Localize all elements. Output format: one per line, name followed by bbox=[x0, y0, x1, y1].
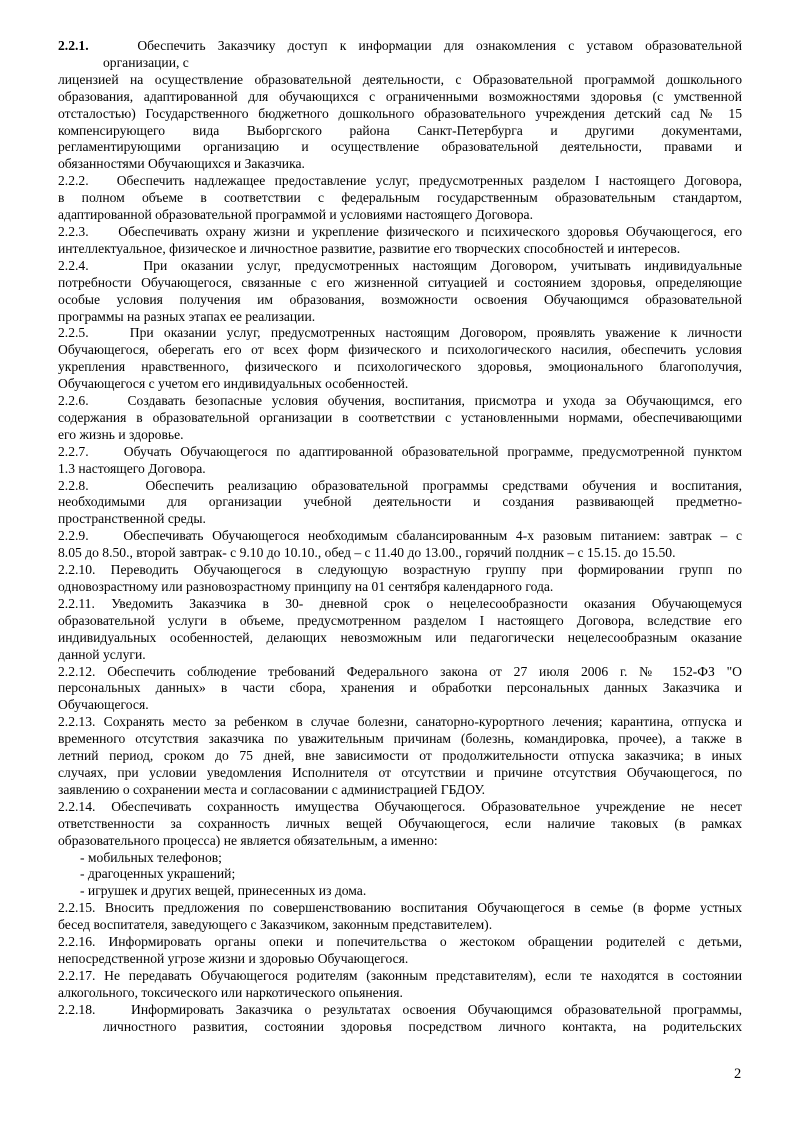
clause-text: Информировать Заказчика о результатах освоения Обучающимся образовательной программы, bbox=[131, 1001, 742, 1017]
clause-2-2-3 bbox=[58, 224, 742, 258]
list-item: - мобильных телефонов; bbox=[80, 849, 222, 865]
clause-text: Обеспечить Заказчику доступ к информации для ознакомления с уставом образовательной bbox=[137, 38, 742, 53]
clause-text: Уведомить Заказчика в 30- дневной срок о нецелесообразности оказания Обучающемуся bbox=[111, 595, 742, 611]
clause-number: 2.2.9. bbox=[58, 528, 89, 544]
clause-2-2-17 bbox=[58, 968, 742, 1002]
clause-text: Вносить предложения по совершенствованию воспитания Обучающегося в семье (в форме устных bbox=[105, 900, 742, 916]
clause-text: ответственности за сохранность личных вещей Обучающегося, если наличие таковых (в рамках bbox=[58, 815, 742, 831]
clause-text: Информировать органы опеки и попечительства о жестоком обращении родителей с детьми, bbox=[108, 934, 742, 950]
clause-2-2-1 bbox=[58, 38, 742, 173]
clause-number: 2.2.8. bbox=[58, 477, 89, 493]
clause-2-2-11 bbox=[58, 596, 742, 664]
clause-number: 2.2.3. bbox=[58, 223, 89, 239]
clause-text: Обучающегося с учетом его индивидуальных особенностей. bbox=[58, 376, 409, 392]
clause-text: одновозрастному или разновозрастному принципу на 01 сентября календарного года. bbox=[58, 579, 554, 594]
clause-text: образовательной услуги в объеме, предусмотренном разделом I настоящего Договора, вследствие его bbox=[58, 612, 742, 628]
clause-2-2-9 bbox=[58, 528, 742, 562]
clause-text: При оказании услуг, предусмотренных настоящим Договором, учитывать индивидуальные bbox=[143, 257, 742, 273]
clause-number: 2.2.10. bbox=[58, 562, 96, 578]
clause-text: организации, с bbox=[103, 54, 189, 70]
clause-2-2-8 bbox=[58, 478, 742, 529]
clause-number: 2.2.14. bbox=[58, 798, 96, 814]
clause-text: его жизнь и здоровье. bbox=[58, 426, 184, 442]
clause-text: 8.05 до 8.50., второй завтрак- с 9.10 до 10.10., обед – с 11.40 до 13.00., горячий полдник – с 15.15. до 15.50. bbox=[58, 545, 676, 561]
clause-number: 2.2.15. bbox=[58, 900, 96, 916]
clause-2-2-5 bbox=[58, 325, 742, 393]
clause-number: 2.2.7. bbox=[58, 443, 89, 459]
clause-2-2-13 bbox=[58, 714, 742, 799]
clause-text: Обеспечить надлежащее предоставление услуг, предусмотренных разделом I настоящего Договора, bbox=[116, 173, 743, 189]
clause-text: Обучающегося. bbox=[58, 697, 149, 713]
clause-2-2-18 bbox=[58, 1002, 742, 1036]
clause-text: Обеспечить реализацию образовательной программы средствами обучения и воспитания, bbox=[145, 477, 742, 493]
clause-number: 2.2.1. bbox=[58, 38, 89, 53]
clause-text: Создавать безопасные условия обучения, воспитания, присмотра и ухода за Обучающимся, его bbox=[127, 393, 742, 409]
clause-2-2-6 bbox=[58, 393, 742, 444]
clause-text: данной услуги. bbox=[58, 646, 146, 662]
clause-number: 2.2.16. bbox=[58, 934, 96, 950]
clause-text: Обучать Обучающегося по адаптированной образовательной программе, предусмотренной пунктом bbox=[123, 443, 743, 459]
clause-text: заявлению о сохранении места и согласовании с администрацией ГБДОУ. bbox=[58, 781, 486, 797]
list-item: - драгоценных украшений; bbox=[80, 866, 236, 882]
clause-number: 2.2.13. bbox=[58, 714, 96, 730]
document-page bbox=[58, 38, 742, 1035]
clause-text: Обеспечивать сохранность имущества Обучающегося. Образовательное учреждение не несет bbox=[111, 798, 742, 814]
clause-text: бесед воспитателя, заведующего с Заказчиком, законным представителем). bbox=[58, 917, 493, 933]
clause-text: в полном объеме в соответствии с федеральным государственным образовательным стандартом, bbox=[58, 190, 742, 206]
clause-text: Не передавать Обучающегося родителям (законным представителям), если те находятся в состоянии bbox=[104, 967, 742, 983]
clause-text: лицензией на осуществление образовательной деятельности, с Образовательной программой дошкольного bbox=[58, 71, 742, 87]
clause-number: 2.2.2. bbox=[58, 173, 89, 189]
clause-text: Обеспечивать Обучающегося необходимым сбалансированным 4-х разовым питанием: завтрак – с bbox=[123, 528, 743, 544]
clause-2-2-14 bbox=[58, 799, 742, 900]
clause-number: 2.2.5. bbox=[58, 325, 89, 341]
clause-text: Переводить Обучающегося в следующую возрастную группу при формировании групп по bbox=[110, 562, 742, 578]
clause-text: летний период, сроком до 75 дней, вне зависимости от продолжительности отпуска заказчика; в иных bbox=[58, 748, 742, 764]
clause-number: 2.2.17. bbox=[58, 967, 96, 983]
page-number: 2 bbox=[734, 1066, 742, 1082]
clause-number: 2.2.11. bbox=[58, 595, 95, 611]
clause-2-2-12 bbox=[58, 664, 742, 715]
clause-text: необходимыми для организации учебной деятельности и создания развивающей предметно- bbox=[58, 494, 742, 510]
clause-text: интеллектуальное, физическое и личностное развитие, развитие его творческих способностей и интересов. bbox=[58, 240, 681, 256]
clause-text: Обеспечить соблюдение требований Федерального закона от 27 июля 2006 г. № 152-ФЗ "О bbox=[107, 663, 742, 679]
clause-number: 2.2.4. bbox=[58, 257, 89, 273]
clause-text: программы на разных этапах ее реализации. bbox=[58, 308, 316, 324]
clause-text: временного отсутствия заказчика по уважительным причинам (болезнь, командировка, прочее), а также в bbox=[58, 731, 742, 747]
clause-text: алкогольного, токсического или наркотического опьянения. bbox=[58, 984, 403, 1000]
clause-text: Обеспечивать охрану жизни и укрепление физического и психического здоровья Обучающегося, его bbox=[118, 223, 743, 239]
clause-number: 2.2.6. bbox=[58, 393, 89, 409]
clause-text: укрепления нравственного, физического и психологического здоровья, эмоционального благополучия, bbox=[58, 359, 742, 375]
clause-text: потребности Обучающегося, связанные с его жизненной ситуацией и состоянием здоровья, определяющие bbox=[58, 274, 742, 290]
clause-2-2-16 bbox=[58, 934, 742, 968]
clause-text: пространственной среды. bbox=[58, 511, 206, 527]
clause-text: обязанностями Обучающихся и Заказчика. bbox=[58, 156, 305, 172]
clause-text: персональных данных» в части сбора, хранения и обработки персональных данных Заказчика и bbox=[58, 680, 742, 696]
clause-text: 1.3 настоящего Договора. bbox=[58, 460, 206, 476]
clause-text: образования, адаптированной для обучающихся с ограниченными возможностями здоровья (с умственной bbox=[58, 88, 742, 104]
clause-text: Обучающегося, оберегать его от всех форм физического и психологического насилия, обеспечить условия bbox=[58, 342, 742, 358]
clause-text: компенсирующего вида Выборгского района Санкт-Петербурга и другими документами, bbox=[58, 122, 742, 138]
clause-text: При оказании услуг, предусмотренных настоящим Договором, проявлять уважение к личности bbox=[129, 325, 742, 341]
clause-text: индивидуальных особенностей, делающих невозможным или педагогически нецелесообразным оказание bbox=[58, 629, 742, 645]
clause-text: личностного развития, состоянии здоровья посредством личного контакта, на родительских bbox=[103, 1018, 742, 1034]
list-item: - игрушек и других вещей, принесенных из дома. bbox=[80, 883, 367, 899]
clause-text: отсталостью) Государственного бюджетного дошкольного образовательного учреждения детский сад № 15 bbox=[58, 105, 742, 121]
clause-number: 2.2.18. bbox=[58, 1001, 96, 1017]
clause-text: непосредственной угрозе жизни и здоровью Обучающегося. bbox=[58, 950, 409, 966]
clause-2-2-10 bbox=[58, 562, 742, 596]
clause-text: образовательного процесса) не является обязательным, а именно: bbox=[58, 832, 438, 848]
clause-text: случаях, при условии уведомления Исполнителя от отсутствии и причине отсутствия Обучающегося, по bbox=[58, 764, 742, 780]
clause-2-2-7 bbox=[58, 444, 742, 478]
clause-number: 2.2.12. bbox=[58, 663, 96, 679]
clause-text: адаптированной образовательной программой и условиями настоящего Договора. bbox=[58, 207, 533, 223]
clause-text: содержания в образовательной организации в соответствии с установленными нормами, обеспечивающими bbox=[58, 409, 742, 425]
clause-2-2-15 bbox=[58, 900, 742, 934]
clause-text: Сохранять место за ребенком в случае болезни, санаторно-курортного лечения; карантина, отпуска и bbox=[103, 714, 742, 730]
clause-2-2-4 bbox=[58, 258, 742, 326]
clause-text: регламентирующими организацию и осуществление образовательной деятельности, правами и bbox=[58, 139, 742, 155]
clause-2-2-2 bbox=[58, 173, 742, 224]
clause-text: особые условия получения им образования, возможности освоения Обучающимся образовательной bbox=[58, 291, 742, 307]
